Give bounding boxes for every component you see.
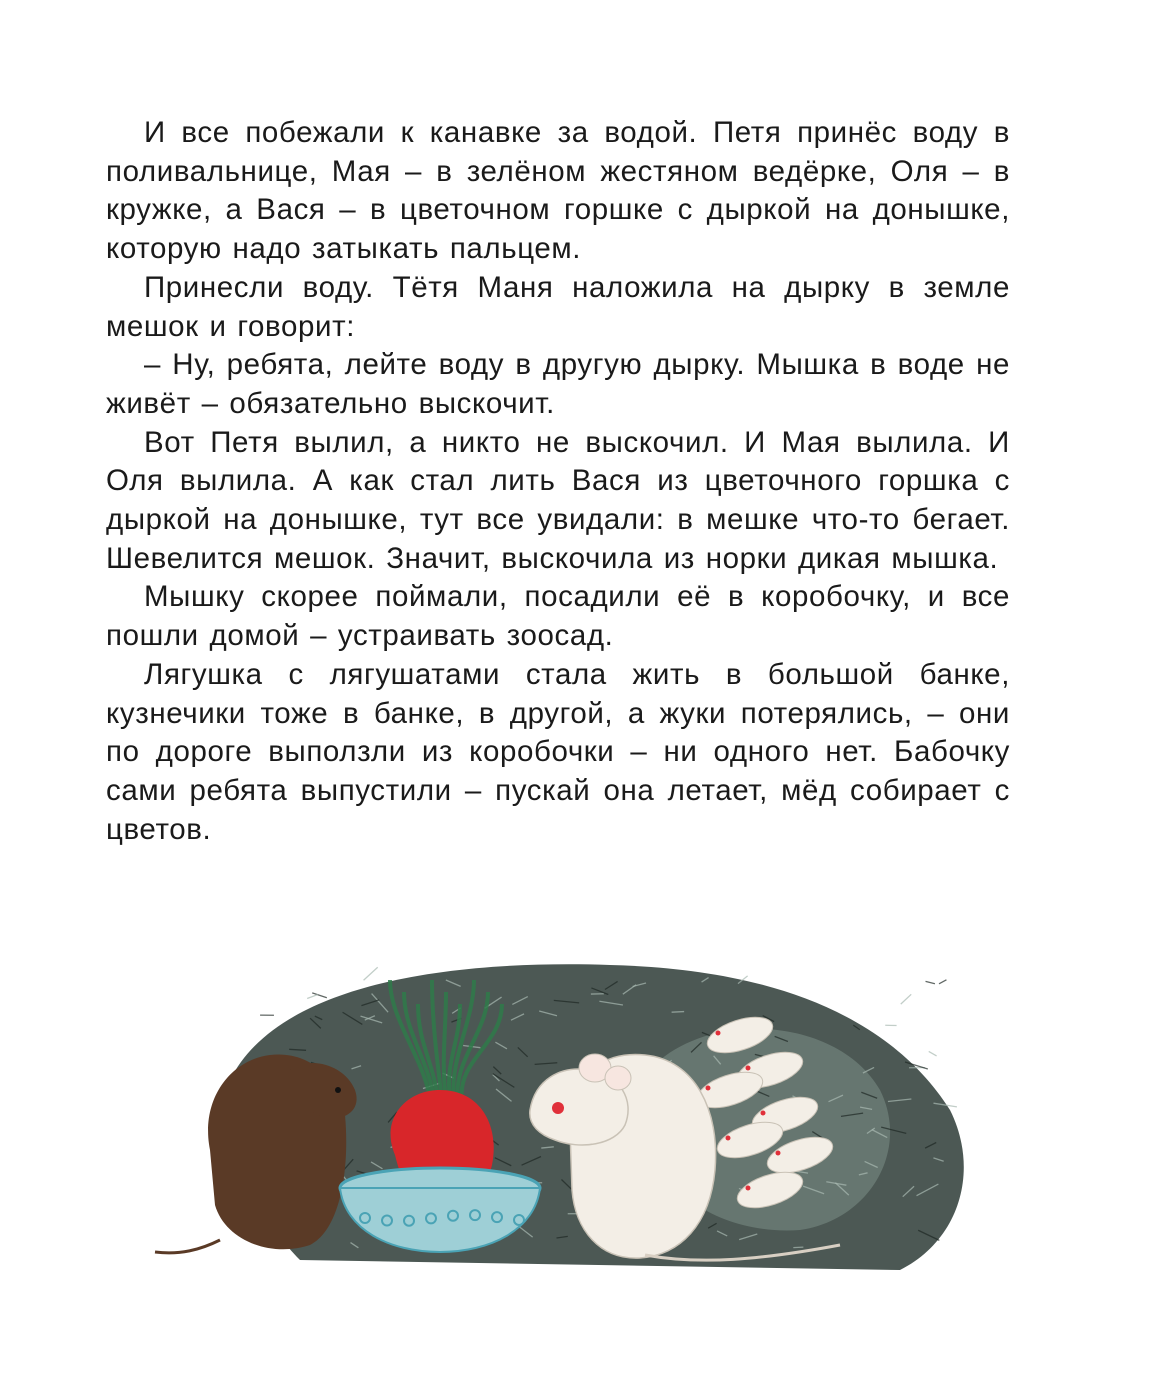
beet-leaf [444,992,446,1100]
baby-mouse-eye [726,1136,731,1141]
nest-stroke [793,1247,803,1248]
story-text [106,114,1010,849]
baby-mouse-eye [746,1186,751,1191]
baby-mouse-eye [746,1066,751,1071]
mice-illustration [140,940,1020,1320]
vole [155,1054,357,1252]
nest-stroke [929,1051,937,1055]
baby-mouse-eye [776,1151,781,1156]
paragraph-3: – Ну, ребята, лейте воду в другую дырку. Мышка в воде не живёт – обязательно выскочит. [106,348,1010,420]
nest-stroke [901,994,911,1004]
baby-mouse-eye [716,1031,721,1036]
paragraph-4: Вот Петя вылил, а никто не выскочил. И Мая вылила. И Оля вылила. А как стал лить Вася из цветочного горшка с дыркой на донышке, тут все увидали: в мешке что-то бегает. Шевелится мешок. Значит, выскочила из норки дикая мышка. [106,425,1010,575]
baby-mouse-eye [706,1086,711,1091]
paragraph-5: Мышку скорее поймали, посадили её в коробочку, и все пошли домой – устраивать зоосад. [106,580,1010,653]
nest-stroke [307,995,318,999]
baby-mouse-eye [761,1111,766,1116]
nest-stroke [926,981,935,983]
paragraph-2: Принесли воду. Тётя Маня наложила на дырку в земле мешок и говорит: [106,270,1010,343]
paragraph-1: И все побежали к канавке за водой. Петя принёс воду в поливальнице, Мая – в зелёном жестяном ведёрке, Оля – в кружке, а Вася – в цветочном горшке с дыркой на донышке, которую надо затыкать пальцем. [106,116,1010,266]
nest-stroke [939,980,946,984]
nest-stroke [364,967,378,980]
nest-stroke [672,1012,685,1013]
paragraph-6: Лягушка с лягушатами стала жить в большой банке, кузнечики тоже в банке, в другой, а жуки потерялись, – они по дороге выползли из коробочки – ни одного нет. Бабочку сами ребята выпустили – пускай она летает, мёд собирает с цветов. [106,657,1010,846]
